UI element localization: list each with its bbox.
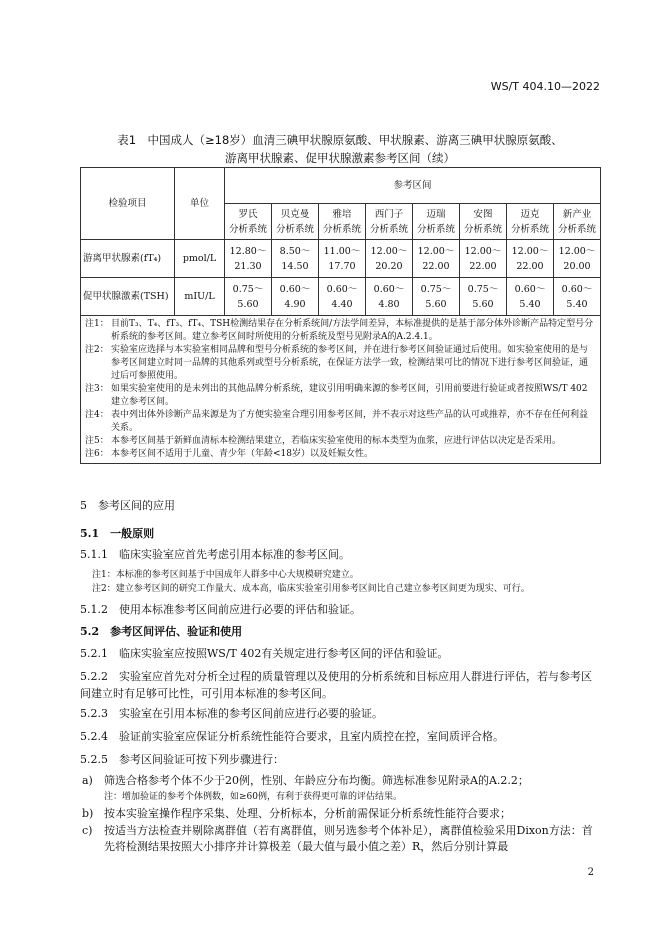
clause-5-1-2: 5.1.2 使用本标准参考区间前应进行必要的评估和验证。 bbox=[80, 603, 361, 616]
table-note: 注4： 表中列出体外诊断产品来源是为了方便实验室合理引用参考区间，并不表示对这些产品的认可或推荐，亦不存在任何利益关系。 bbox=[85, 410, 589, 433]
note-item-a: 注：增加验证的参考个体例数，如≥60例，有利于获得更可靠的评估结果。 bbox=[104, 792, 402, 802]
col-header-ref: 参考区间 bbox=[225, 168, 601, 204]
clause-5-2-2: 5.2.2 实验室应首先对分析全过程的质量管理以及使用的分析系统和目标应用人群进行评估，若与参考区间建立时有足够可比性，可引用本标准的参考区间。 bbox=[80, 670, 592, 700]
list-marker: a) bbox=[82, 774, 93, 787]
ref-value: 0.75～ 5.60 bbox=[225, 278, 272, 316]
col-header-unit: 单位 bbox=[175, 168, 225, 240]
ref-value: 12.00～ 20.00 bbox=[554, 240, 601, 278]
list-marker: b) bbox=[82, 807, 94, 820]
clause-5-2-5: 5.2.5 参考区间验证可按下列步骤进行： bbox=[80, 753, 284, 766]
ref-value: 11.00～ 17.70 bbox=[319, 240, 366, 278]
ref-value: 12.80～ 21.30 bbox=[225, 240, 272, 278]
section-5-1-heading: 5.1 一般原则 bbox=[80, 527, 155, 540]
list-item-b: b) 按本实验室操作程序采集、处理、分析标本，分析前需保证分析系统性能符合要求； bbox=[82, 807, 511, 820]
table-note: 注5： 本参考区间基于新鲜血清标本检测结果建立，若临床实验室使用的标本类型为血浆，应进行评估以决定是否采用。 bbox=[85, 436, 562, 446]
ref-value: 12.00～ 22.00 bbox=[507, 240, 554, 278]
col-header-item: 检验项目 bbox=[81, 168, 175, 240]
row-unit: pmol/L bbox=[175, 240, 225, 278]
system-header: 罗氏 分析系统 bbox=[225, 204, 272, 240]
table-row bbox=[81, 278, 601, 316]
system-header: 雅培 分析系统 bbox=[319, 204, 366, 240]
system-header: 迈瑞 分析系统 bbox=[413, 204, 460, 240]
system-header: 迈克 分析系统 bbox=[507, 204, 554, 240]
standard-code: WS/T 404.10—2022 bbox=[490, 80, 600, 93]
list-item-a: a) 筛选合格参考个体不少于20例，性别、年龄应分布均衡。筛选标准参见附录A的A.2.2； bbox=[82, 774, 529, 787]
system-header: 安图 分析系统 bbox=[460, 204, 507, 240]
ref-value: 12.00～ 22.00 bbox=[460, 240, 507, 278]
ref-value: 0.60～ 4.80 bbox=[366, 278, 413, 316]
row-item-name: 促甲状腺激素(TSH) bbox=[81, 278, 175, 316]
table-note: 注2： 实验室应选择与本实验室相同品牌和型号分析系统的参考区间，并在进行参考区间验证通过后使用。如实验室使用的是与参考区间建立时同一品牌的其他系列或型号分析系统，在保证方法学一致，检测结果可比的情况下进行参考区间验证，通过后可参照使用。 bbox=[85, 345, 589, 381]
row-item-name: 游离甲状腺素(fT₄) bbox=[81, 240, 175, 278]
reference-table bbox=[80, 167, 601, 464]
table-title-line1: 表1 中国成人（≥18岁）血清三碘甲状腺原氨酸、甲状腺素、游离三碘甲状腺原氨酸、 bbox=[117, 133, 563, 147]
clause-5-1-1: 5.1.1 临床实验室应首先考虑引用本标准的参考区间。 bbox=[80, 548, 350, 561]
page-number: 2 bbox=[587, 867, 594, 878]
table-note: 注3： 如果实验室使用的是未列出的其他品牌分析系统，建议引用明确来源的参考区间，引用前要进行验证或者按照WS/T 402建立参考区间。 bbox=[85, 384, 588, 407]
ref-value: 8.50～ 14.50 bbox=[272, 240, 319, 278]
clause-5-2-1: 5.2.1 临床实验室应按照WS/T 402有关规定进行参考区间的评估和验证。 bbox=[80, 647, 449, 660]
ref-value: 0.60～ 4.90 bbox=[272, 278, 319, 316]
table-title-line2: 游离甲状腺素、促甲状腺激素参考区间（续） bbox=[225, 151, 455, 165]
row-unit: mIU/L bbox=[175, 278, 225, 316]
ref-value: 0.60～ 5.40 bbox=[507, 278, 554, 316]
ref-value: 0.60～ 5.40 bbox=[554, 278, 601, 316]
table-note: 注1： 目前T₃、T₄、fT₃、fT₄、TSH检测结果存在分析系统间/方法学间差异，本标准提供的是基于部分体外诊断产品特定型号分析系统的参考区间。建立参考区间时所使用的分析系统及型号见附录A的A.2.4.1。 bbox=[85, 319, 594, 342]
list-marker: c) bbox=[82, 824, 93, 837]
table-notes bbox=[81, 316, 601, 464]
ref-value: 0.60～ 4.40 bbox=[319, 278, 366, 316]
section-5-2-heading: 5.2 参考区间评估、验证和使用 bbox=[80, 625, 243, 638]
ref-value: 12.00～ 20.20 bbox=[366, 240, 413, 278]
ref-value: 0.75～ 5.60 bbox=[413, 278, 460, 316]
table-row bbox=[81, 240, 601, 278]
system-header: 贝克曼 分析系统 bbox=[272, 204, 319, 240]
system-header: 西门子 分析系统 bbox=[366, 204, 413, 240]
clause-5-2-3: 5.2.3 实验室在引用本标准的参考区间前应进行必要的验证。 bbox=[80, 707, 383, 720]
note-5-1-1-1: 注1：本标准的参考区间基于中国成年人群多中心大规模研究建立。 bbox=[92, 570, 359, 580]
ref-value: 12.00～ 22.00 bbox=[413, 240, 460, 278]
ref-value: 0.75～ 5.60 bbox=[460, 278, 507, 316]
section-5-heading: 5 参考区间的应用 bbox=[80, 499, 175, 512]
note-5-1-1-2: 注2：建立参考区间的研究工作量大、成本高，临床实验室引用参考区间比自己建立参考区间更为现实、可行。 bbox=[92, 584, 530, 594]
table-note: 注6： 本参考区间不适用于儿童、青少年（年龄<18岁）以及妊娠女性。 bbox=[85, 449, 373, 459]
list-item-c: c) 按适当方法检查并剔除离群值（若有离群值，则另选参考个体补足），离群值检验采用Dixon方法：首先将检测结果按照大小排序并计算极差（最大值与最小值之差）R，然后分别计算最 bbox=[82, 824, 593, 853]
system-header: 新产业 分析系统 bbox=[554, 204, 601, 240]
clause-5-2-4: 5.2.4 验证前实验室应保证分析系统性能符合要求，且室内质控在控，室间质评合格。 bbox=[80, 730, 504, 743]
